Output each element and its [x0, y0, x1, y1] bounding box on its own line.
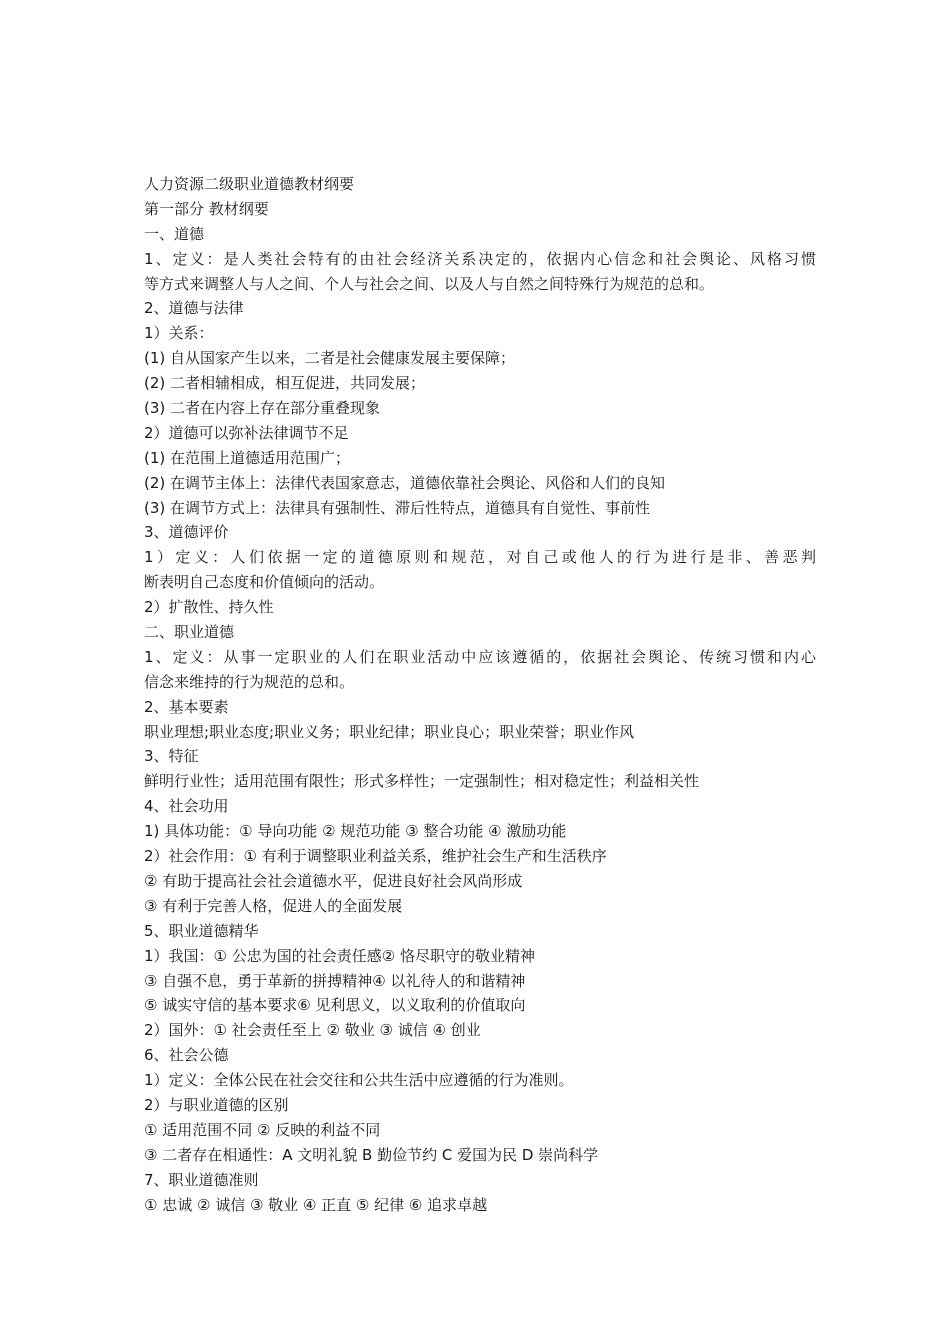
list-item: (3) 在调节方式上：法律具有强制性、滞后性特点，道德具有自觉性、事前性 — [144, 498, 651, 517]
subsection-heading: 2、基本要素 — [144, 697, 229, 716]
list-item: 2）社会作用：① 有利于调整职业利益关系，维护社会生产和生活秩序 — [144, 847, 607, 866]
list-item: 2）国外：① 社会责任至上 ② 敬业 ③ 诚信 ④ 创业 — [144, 1021, 481, 1040]
list-item: (1) 在范围上道德适用范围广； — [144, 448, 351, 467]
paragraph-line: 职业理想;职业态度;职业义务；职业纪律；职业良心；职业荣誉；职业作风 — [144, 722, 635, 741]
subsection-heading: 4、社会功用 — [144, 797, 229, 816]
list-item: ③ 二者存在相通性：A 文明礼貌 B 勤俭节约 C 爱国为民 D 崇尚科学 — [144, 1145, 599, 1164]
list-item: ② 有助于提高社会社会道德水平，促进良好社会风尚形成 — [144, 871, 523, 890]
list-item: 2）扩散性、持久性 — [144, 598, 274, 617]
section-heading: 二、职业道德 — [144, 623, 235, 642]
list-item: ③ 有利于完善人格，促进人的全面发展 — [144, 896, 403, 915]
subsection-heading: 5、职业道德精华 — [144, 921, 259, 940]
list-item: ③ 自强不息，勇于革新的拼搏精神④ 以礼待人的和谐精神 — [144, 971, 526, 990]
paragraph-line: 1）定义：人们依据一定的道德原则和规范，对自己或他人的行为进行是非、善恶判 — [144, 548, 816, 567]
list-item: (1) 自从国家产生以来，二者是社会健康发展主要保障； — [144, 349, 516, 368]
subsection-heading: 3、道德评价 — [144, 523, 229, 542]
part-heading: 第一部分 教材纲要 — [144, 199, 269, 218]
document-title: 人力资源二级职业道德教材纲要 — [144, 175, 355, 193]
list-item: 1）我国：① 公忠为国的社会责任感② 恪尽职守的敬业精神 — [144, 946, 535, 965]
list-item: 2）道德可以弥补法律调节不足 — [144, 423, 349, 442]
paragraph-line: 1、定义：是人类社会特有的由社会经济关系决定的，依据内心信念和社会舆论、风格习惯 — [144, 249, 816, 268]
paragraph-line: 1、定义：从事一定职业的人们在职业活动中应该遵循的，依据社会舆论、传统习惯和内心 — [144, 647, 816, 666]
list-item: 1) 具体功能：① 导向功能 ② 规范功能 ③ 整合功能 ④ 激励功能 — [144, 822, 567, 841]
list-item: 2）与职业道德的区别 — [144, 1095, 289, 1114]
list-item: 1）关系： — [144, 324, 214, 343]
paragraph-line: 断表明自己态度和价值倾向的活动。 — [144, 573, 385, 592]
section-heading: 一、道德 — [144, 224, 205, 243]
list-item: ① 忠诚 ② 诚信 ③ 敬业 ④ 正直 ⑤ 纪律 ⑥ 追求卓越 — [144, 1195, 488, 1214]
paragraph-line: 信念来维持的行为规范的总和。 — [144, 672, 355, 691]
paragraph-line: 鲜明行业性；适用范围有限性；形式多样性；一定强制性；相对稳定性；利益相关性 — [144, 772, 700, 791]
list-item: (3) 二者在内容上存在部分重叠现象 — [144, 399, 381, 418]
subsection-heading: 7、职业道德准则 — [144, 1170, 259, 1189]
subsection-heading: 6、社会公德 — [144, 1046, 229, 1065]
list-item: (2) 二者相辅相成，相互促进，共同发展； — [144, 374, 426, 393]
subsection-heading: 2、道德与法律 — [144, 299, 244, 318]
document-page — [144, 172, 816, 1217]
list-item: (2) 在调节主体上：法律代表国家意志，道德依靠社会舆论、风俗和人们的良知 — [144, 473, 666, 492]
list-item: ① 适用范围不同 ② 反映的利益不同 — [144, 1120, 381, 1139]
list-item: 1）定义：全体公民在社会交往和公共生活中应遵循的行为准则。 — [144, 1071, 574, 1090]
subsection-heading: 3、特征 — [144, 747, 199, 766]
list-item: ⑤ 诚实守信的基本要求⑥ 见利思义，以义取利的价值取向 — [144, 996, 526, 1015]
paragraph-line: 等方式来调整人与人之间、个人与社会之间、以及人与自然之间特殊行为规范的总和。 — [144, 274, 715, 293]
